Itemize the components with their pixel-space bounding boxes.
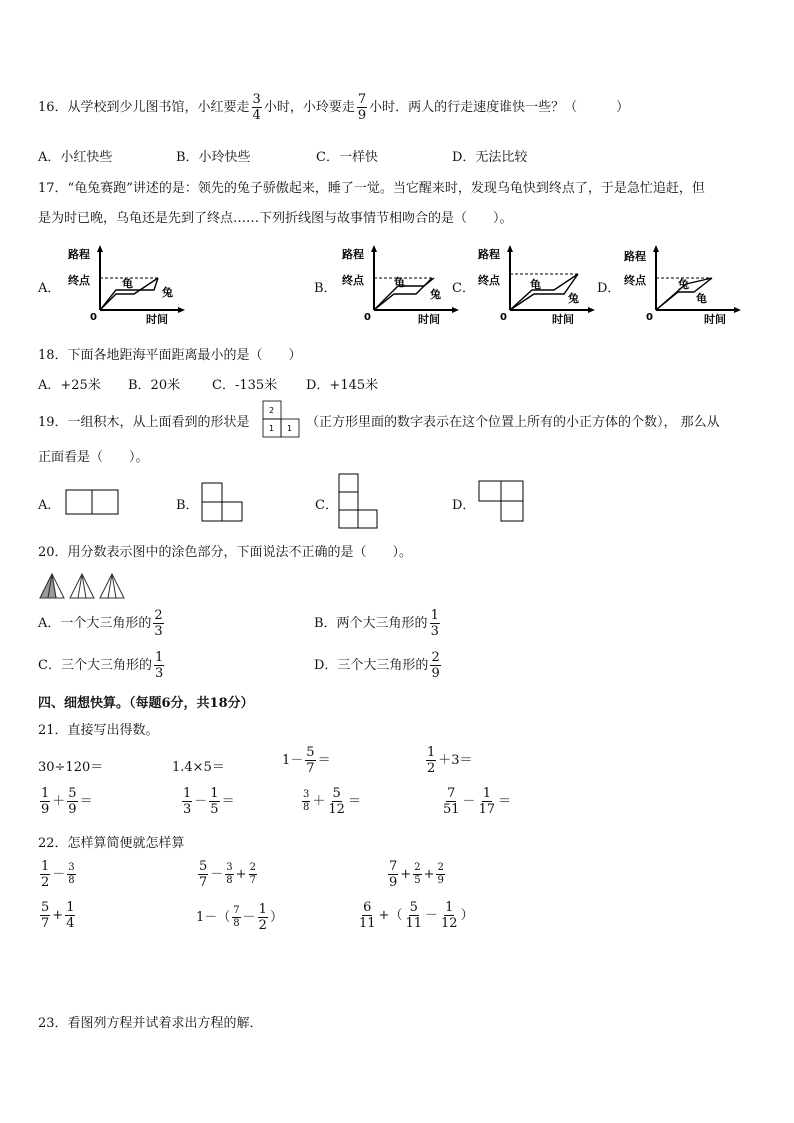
q16-option-c: C．一样快 [316,150,378,165]
y-axis-label: 路程 [342,248,364,261]
origin-label: 0 [364,312,371,323]
q17-letter-c: C． [452,281,475,296]
finish-label: 终点 [624,274,646,287]
q21-title: 21．直接写出得数。 [38,723,159,738]
x-axis-label: 时间 [146,313,168,324]
top-view-grid [262,400,302,438]
q22-expr-4: $\frac{5}{7}$ + $\frac{1}{4}$ [41,900,75,931]
view-option-a [64,488,120,516]
x-axis-label: 时间 [418,313,440,324]
q17-stem-line2: 是为时已晚，乌龟还是先到了终点……下列折线图与故事情节相吻合的是（ ）。 [38,211,513,226]
grid-number: 1 [269,424,275,433]
origin-label: 0 [646,312,653,323]
q18-option-a: A．+25米 [38,378,101,393]
race-graph-b [338,244,462,324]
q22-expr-5: 1－（ $\frac{7}{8}$ － $\frac{1}{2}$ ） [196,902,283,933]
q21-expr-2: 1.4×5＝ [172,760,225,775]
q21-expr-5: $\frac{1}{9}$ ＋ $\frac{5}{9}$ ＝ [41,786,93,817]
q20-option-d: D．三个大三角形的 $\frac{2}{9}$ [314,650,440,681]
triangles-figure [38,572,128,600]
q21-expr-6: $\frac{1}{3}$ － $\frac{1}{5}$ ＝ [183,786,235,817]
q19-stem-p2: （正方形里面的数字表示在这个位置上所有的小正方体的个数）， 那么从 [306,415,720,430]
q19-letter-c: C． [315,498,338,513]
q21-expr-1: 30÷120＝ [38,760,104,775]
q20-option-c: C．三个大三角形的 $\frac{1}{3}$ [38,650,164,681]
q21-expr-3: 1－ $\frac{5}{7}$ ＝ [282,745,331,776]
q19-letter-b: B． [176,498,199,513]
q18-option-b: B．20米 [128,378,181,393]
turtle-label: 龟 [394,276,405,289]
q16-option-b: B．小玲快些 [176,150,251,165]
q17-letter-a: A． [38,281,61,296]
x-axis-label: 时间 [704,313,726,324]
q18-option-d: D．+145米 [306,378,379,393]
finish-label: 终点 [68,274,90,287]
race-graph-a [64,244,188,324]
turtle-label: 龟 [696,292,707,305]
q16-option-d: D．无法比较 [452,150,528,165]
q17-letter-b: B． [314,281,337,296]
q22-expr-3: $\frac{7}{9}$ + $\frac{2}{5}$ + $\frac{2}{9}$ [389,859,444,890]
q20-option-b: B．两个大三角形的 $\frac{1}{3}$ [314,608,439,639]
rabbit-label: 兔 [678,278,689,291]
q19-stem-line2: 正面看是（ ）。 [38,450,149,465]
y-axis-label: 路程 [624,250,646,263]
q17-letter-d: D． [597,281,621,296]
q23-title: 23．看图列方程并试着求出方程的解． [38,1016,263,1031]
q22-title: 22．怎样算简便就怎样算 [38,836,185,851]
finish-label: 终点 [342,274,364,287]
q19-letter-a: A． [38,498,61,513]
q19-stem-p1: 19．一组积木，从上面看到的形状是 [38,415,250,430]
q17-stem-line1: 17．“龟兔赛跑”讲述的是：领先的兔子骄傲起来，睡了一觉。当它醒来时，发现乌龟快到终点了，于是急忙追赶，但 [38,181,705,196]
section-heading: 四、细想快算。（每题6分，共18分） [38,696,254,711]
view-option-b [200,481,246,523]
q20-option-a: A．一个大三角形的 $\frac{2}{3}$ [38,608,163,639]
rabbit-label: 兔 [568,292,579,305]
q20-stem: 20．用分数表示图中的涂色部分，下面说法不正确的是（ ）。 [38,545,413,560]
race-graph-d [620,244,744,324]
q21-expr-7: $\frac{3}{8}$ ＋ $\frac{5}{12}$ ＝ [303,786,361,817]
race-graph-c [474,244,598,324]
origin-label: 0 [500,312,507,323]
y-axis-label: 路程 [68,248,90,261]
grid-number: 1 [287,424,293,433]
grid-number: 2 [269,406,275,415]
y-axis-label: 路程 [478,248,500,261]
q19-letter-d: D． [452,498,476,513]
rabbit-label: 兔 [430,288,441,301]
finish-label: 终点 [478,274,500,287]
q22-expr-1: $\frac{1}{2}$ － $\frac{3}{8}$ [41,859,75,890]
q22-expr-6: $\frac{6}{11}$ +（ $\frac{5}{11}$ － $\frac{1}{12}$ ） [359,900,474,931]
view-option-c [337,472,381,530]
q21-expr-8: $\frac{7}{51}$ － $\frac{1}{17}$ ＝ [443,786,512,817]
q21-expr-4: $\frac{1}{2}$ ＋3＝ [427,745,473,776]
q22-expr-2: $\frac{5}{7}$ － $\frac{3}{8}$ + $\frac{2}{7}$ [199,859,256,890]
q16-stem: 16．从学校到少儿图书馆，小红要走 $\frac{3}{4}$ 小时，小玲要走 $\frac{7}{9}$ 小时．两人的行走速度谁快一些？（ ） [38,92,630,123]
turtle-label: 龟 [530,278,541,291]
q18-stem: 18．下面各地距海平面距离最小的是（ ） [38,348,302,363]
turtle-label: 龟 [122,277,133,290]
x-axis-label: 时间 [552,313,574,324]
rabbit-label: 兔 [162,286,173,299]
view-option-d [477,479,525,523]
origin-label: 0 [90,312,97,323]
q18-option-c: C．-135米 [212,378,278,393]
q16-option-a: A．小红快些 [38,150,113,165]
